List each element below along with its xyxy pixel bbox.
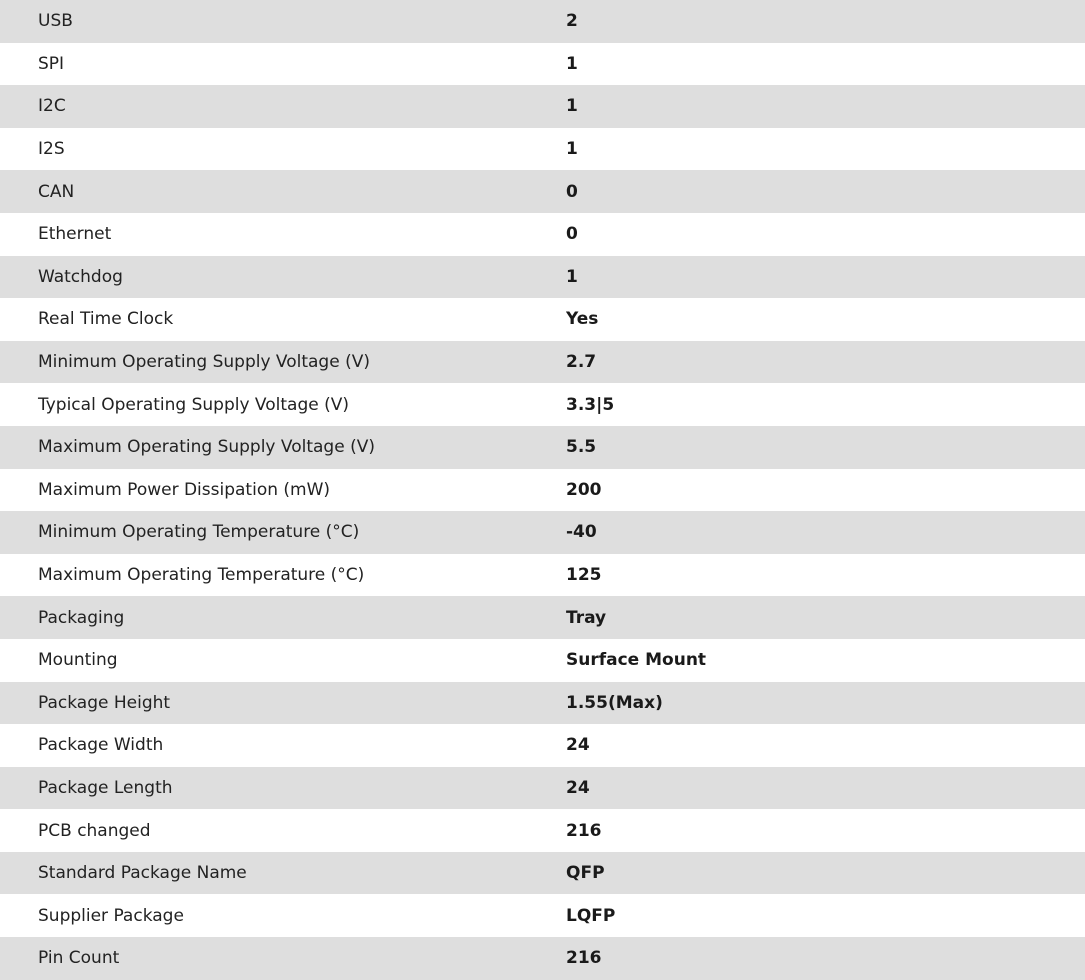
spec-value: 2	[566, 11, 578, 32]
spec-row-min-supply-voltage	[0, 341, 1085, 384]
spec-row-mounting	[0, 639, 1085, 682]
spec-row-packaging	[0, 596, 1085, 639]
spec-value: 24	[566, 735, 590, 756]
spec-value: 200	[566, 479, 602, 500]
spec-value: 3.3|5	[566, 394, 615, 415]
spec-label: SPI	[38, 53, 65, 74]
spec-label: Standard Package Name	[38, 863, 247, 884]
spec-label: Maximum Operating Supply Voltage (V)	[38, 437, 375, 458]
spec-value: 216	[566, 820, 602, 841]
spec-label: Pin Count	[38, 948, 120, 969]
spec-label: Package Height	[38, 692, 171, 713]
spec-label: Maximum Operating Temperature (°C)	[38, 565, 365, 586]
spec-value: 1	[566, 139, 578, 160]
spec-value: 1	[566, 266, 578, 287]
spec-label: Package Width	[38, 735, 164, 756]
spec-label: Supplier Package	[38, 905, 184, 926]
spec-value: Surface Mount	[566, 650, 707, 671]
spec-label: I2C	[38, 96, 66, 117]
spec-row-min-operating-temp	[0, 511, 1085, 554]
spec-row-typ-supply-voltage	[0, 383, 1085, 426]
spec-value: Tray	[566, 607, 607, 628]
spec-row-max-power-dissipation	[0, 469, 1085, 512]
spec-row-pcb-changed	[0, 809, 1085, 852]
spec-label: Real Time Clock	[38, 309, 174, 330]
spec-label: USB	[38, 11, 73, 32]
spec-value: 0	[566, 181, 578, 202]
spec-value: -40	[566, 522, 597, 543]
spec-row-real-time-clock	[0, 298, 1085, 341]
spec-label: Typical Operating Supply Voltage (V)	[38, 394, 349, 415]
spec-label: Mounting	[38, 650, 118, 671]
spec-value: Yes	[566, 309, 599, 330]
spec-label: Maximum Power Dissipation (mW)	[38, 479, 331, 500]
spec-value: 0	[566, 224, 578, 245]
spec-label: Minimum Operating Temperature (°C)	[38, 522, 360, 543]
spec-row-standard-package-name	[0, 852, 1085, 895]
spec-row-supplier-package	[0, 894, 1085, 937]
spec-value: 2.7	[566, 352, 597, 373]
spec-row-package-width	[0, 724, 1085, 767]
spec-row-max-supply-voltage	[0, 426, 1085, 469]
spec-label: Ethernet	[38, 224, 112, 245]
spec-row-package-length	[0, 767, 1085, 810]
spec-label: Packaging	[38, 607, 125, 628]
spec-value: 216	[566, 948, 602, 969]
spec-label: CAN	[38, 181, 75, 202]
spec-row-max-operating-temp	[0, 554, 1085, 597]
spec-value: QFP	[566, 863, 605, 884]
spec-row-pin-count	[0, 937, 1085, 980]
spec-value: 1	[566, 53, 578, 74]
spec-row-usb	[0, 0, 1085, 43]
spec-row-ethernet	[0, 213, 1085, 256]
spec-value: 1	[566, 96, 578, 117]
spec-label: Package Length	[38, 777, 173, 798]
spec-row-i2c	[0, 85, 1085, 128]
spec-value: 1.55(Max)	[566, 692, 663, 713]
spec-label: I2S	[38, 139, 65, 160]
spec-label: Watchdog	[38, 266, 123, 287]
spec-row-i2s	[0, 128, 1085, 171]
spec-row-package-height	[0, 682, 1085, 725]
spec-label: Minimum Operating Supply Voltage (V)	[38, 352, 370, 373]
spec-row-spi	[0, 43, 1085, 86]
spec-value: 125	[566, 565, 602, 586]
spec-row-watchdog	[0, 256, 1085, 299]
spec-value: 5.5	[566, 437, 597, 458]
spec-value: LQFP	[566, 905, 616, 926]
spec-label: PCB changed	[38, 820, 151, 841]
spec-row-can	[0, 170, 1085, 213]
spec-value: 24	[566, 777, 590, 798]
